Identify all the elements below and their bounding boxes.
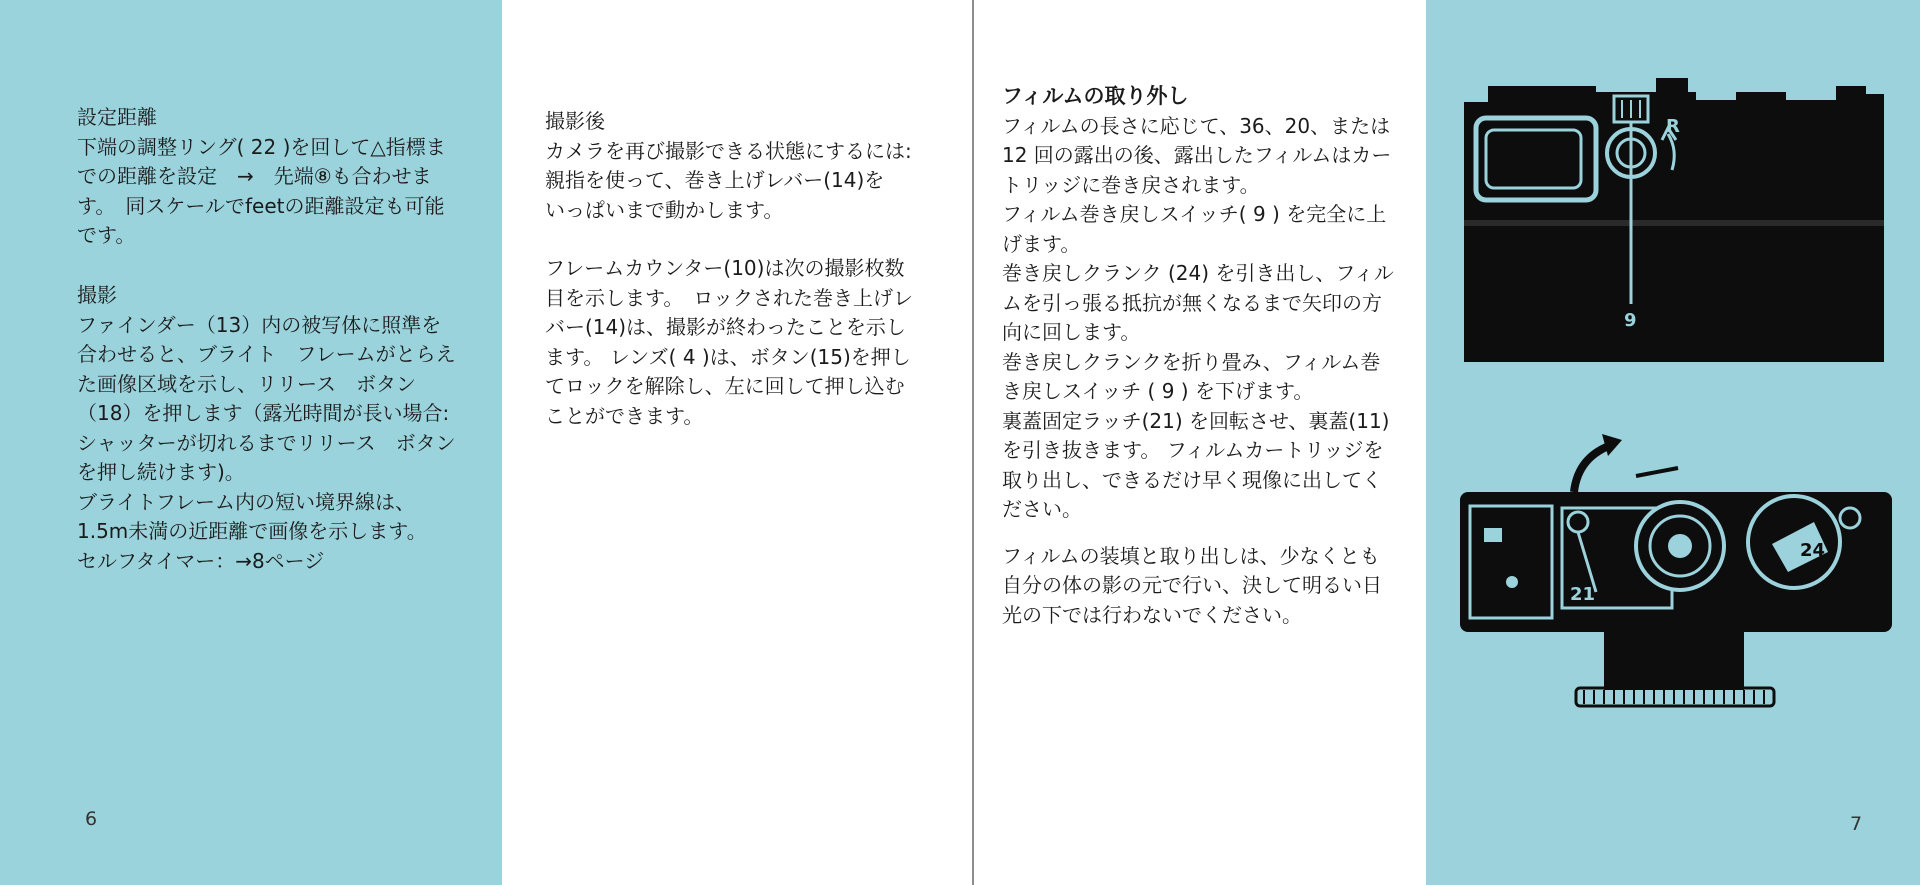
after-shooting-section	[545, 107, 965, 431]
text-line: 自分の体の影の元で行い、決して明るい日	[1002, 573, 1382, 597]
text-line: シャッターが切れるまでリリース ボタン	[77, 430, 456, 455]
text-line: ムを引っ張る抵抗が無くなるまで矢印の方	[1002, 290, 1382, 315]
text-line: ます。 レンズ( 4 )は、ボタン(15)を押し	[545, 344, 911, 369]
text-line: 向に回します。	[1002, 320, 1141, 344]
page-6-panel	[0, 0, 502, 885]
film-removal-panel	[974, 0, 1426, 885]
middle-text-panel	[502, 0, 974, 885]
text-line: バー(14)は、撮影が終わったことを示し	[545, 315, 906, 339]
text-line: 光の下では行わないでください。	[1002, 602, 1302, 627]
illustration-panel	[1426, 0, 1920, 885]
text-line: を引き抜きます。 フィルムカートリッジを	[1002, 438, 1384, 462]
text-line: フィルムの長さに応じて、36、20、または	[1002, 113, 1391, 138]
text-line: いっぱいまで動かします。	[545, 197, 784, 222]
text-line: トリッジに巻き戻されます。	[1002, 172, 1260, 197]
section-heading: 撮影	[77, 283, 117, 307]
text-line: き戻しスイッチ ( 9 ) を下げます。	[1002, 379, 1314, 403]
text-line: ファインダー（13）内の被写体に照準を	[77, 312, 442, 337]
text-line: 下端の調整リング( 22 )を回して△指標ま	[77, 134, 446, 159]
text-line: フレームカウンター(10)は次の撮影枚数	[545, 256, 905, 280]
camera-bottom-view-illustration	[1454, 432, 1904, 722]
text-line: フィルム巻き戻しスイッチ( 9 ) を完全に上	[1002, 202, 1387, 226]
text-line: 合わせると、ブライト フレームがとらえ	[77, 342, 456, 366]
text-line: てロックを解除し、左に回して押し込む	[545, 374, 905, 398]
text-line: （18）を押します（露光時間が長い場合:	[77, 401, 450, 425]
lens-barrel	[1604, 630, 1744, 690]
text-line: す。 同スケールでfeetの距離設定も可能	[77, 193, 445, 218]
text-line: フィルムの装填と取り出しは、少なくとも	[1002, 543, 1380, 568]
distance-setting-section	[77, 103, 487, 251]
shooting-section	[77, 281, 492, 576]
text-line: 巻き戻しクランク (24) を引き出し、フィル	[1002, 261, 1394, 285]
text-line: セルフタイマー：→8ページ	[77, 548, 325, 573]
text-line: 裏蓋固定ラッチ(21) を回転させ、裏蓋(11)	[1002, 408, 1390, 433]
text-line: ことができます。	[545, 403, 704, 428]
label-24: 24	[1800, 540, 1826, 561]
text-line: カメラを再び撮影できる状態にするには:	[545, 138, 912, 163]
text-line: を押し続けます)。	[77, 460, 245, 484]
text-line: た画像区域を示し、リリース ボタン	[77, 371, 416, 396]
text-line: げます。	[1002, 231, 1081, 256]
text-line: ださい。	[1002, 497, 1082, 521]
label-9: 9	[1624, 310, 1637, 331]
text-line: です。	[77, 223, 136, 247]
page-number: 7	[1850, 813, 1863, 835]
label-r: R	[1666, 116, 1680, 137]
text-line: 巻き戻しクランクを折り畳み、フィルム巻	[1002, 349, 1381, 374]
text-line: 取り出し、できるだけ早く現像に出してく	[1002, 467, 1382, 492]
film-removal-section	[1002, 82, 1422, 630]
section-heading: 設定距離	[77, 105, 157, 129]
camera-top-view-illustration	[1456, 78, 1896, 368]
text-line: 目を示します。 ロックされた巻き上げレ	[545, 285, 913, 310]
text-line: 1.5m未満の近距離で画像を示します。	[77, 519, 427, 543]
text-line: での距離を設定 → 先端⑧も合わせま	[77, 164, 432, 188]
text-line: 12 回の露出の後、露出したフィルムはカー	[1002, 143, 1392, 167]
label-21: 21	[1570, 584, 1596, 605]
section-heading: 撮影後	[545, 109, 605, 133]
text-line: ブライトフレーム内の短い境界線は、	[77, 489, 415, 514]
section-title: フィルムの取り外し	[1002, 84, 1189, 108]
page-number: 6	[85, 808, 98, 830]
text-line: 親指を使って、巻き上げレバー(14)を	[545, 168, 885, 192]
